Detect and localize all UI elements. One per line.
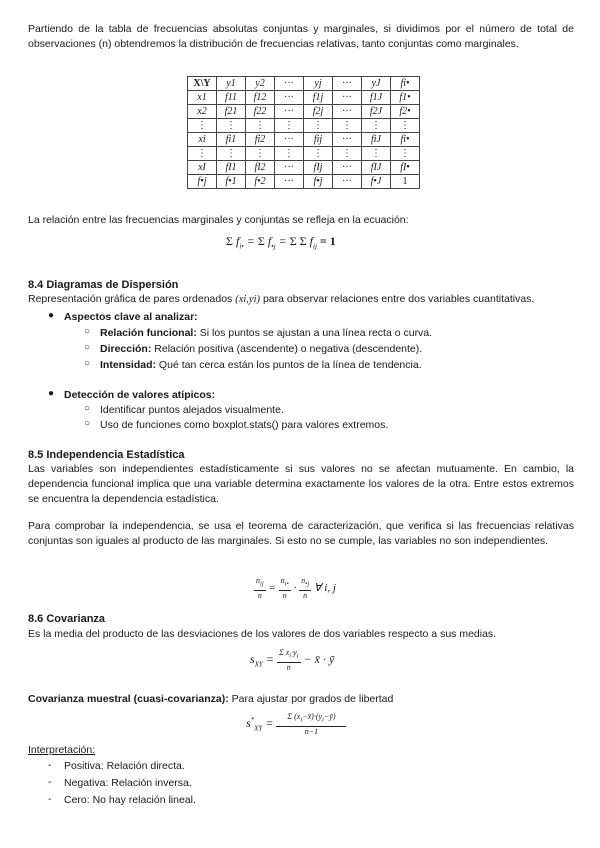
interpretation-item: Cero: No hay relación lineal. xyxy=(64,794,196,806)
dash-bullet-icon: - xyxy=(48,759,52,771)
table-cell: ··· xyxy=(275,91,304,105)
table-row xyxy=(188,91,420,105)
table-cell: yJ xyxy=(362,77,391,91)
table-row xyxy=(188,175,420,189)
table-cell: fI1 xyxy=(217,161,246,175)
table-cell: f•J xyxy=(362,175,391,189)
table-cell: ··· xyxy=(333,91,362,105)
table-cell: ⋮ xyxy=(304,119,333,133)
table-cell: ··· xyxy=(275,133,304,147)
table-cell: ··· xyxy=(333,161,362,175)
table-row xyxy=(188,161,420,175)
section-8-4-desc: Representación gráfica de pares ordenados (xi,yi) para observar relaciones entre dos variables cuantitativas. xyxy=(28,293,535,305)
table-cell: fI• xyxy=(391,161,420,175)
circle-bullet-icon: ○ xyxy=(84,358,91,369)
table-row xyxy=(188,133,420,147)
table-cell: f•j xyxy=(188,175,217,189)
table-cell: yj xyxy=(304,77,333,91)
table-row xyxy=(188,77,420,91)
circle-bullet-icon: ○ xyxy=(84,342,91,353)
table-cell: fIJ xyxy=(362,161,391,175)
covariance-equation: $s_{XY}$ = $\frac{\Sigma x_i\cdot y_i}{n}$ − x̄ · ȳ xyxy=(250,648,335,672)
frequency-table xyxy=(187,76,420,189)
table-cell: ··· xyxy=(333,77,362,91)
intro-paragraph: Partiendo de la tabla de frecuencias absolutas conjuntas y marginales, si dividimos por el número de total de observaciones (n) obtendremos la distribución de frecuencias relativas, tanto conjuntas como marginales. xyxy=(28,23,574,50)
table-cell: ⋮ xyxy=(362,119,391,133)
table-cell: ⋮ xyxy=(188,147,217,161)
table-cell: ⋮ xyxy=(217,147,246,161)
table-cell: ··· xyxy=(275,77,304,91)
table-cell: x1 xyxy=(188,91,217,105)
interpretation-item: Negativa: Relación inversa. xyxy=(64,777,192,789)
marginal-equation: Σ $f_{i•} = \Sigma$ $f_{•j} = \Sigma$ Σ $f_{ij} = 1$ xyxy=(226,234,336,251)
table-cell: fi• xyxy=(391,77,420,91)
table-cell: X\Y xyxy=(188,77,217,91)
section-8-6-p1: Es la media del producto de las desviaciones de los valores de dos variables respecto a sus medias. xyxy=(28,628,497,640)
table-cell: ··· xyxy=(333,133,362,147)
table-cell: ⋮ xyxy=(188,119,217,133)
table-cell: ⋮ xyxy=(217,119,246,133)
circle-bullet-icon: ○ xyxy=(84,403,91,414)
section-8-5-title: 8.5 Independencia Estadística xyxy=(28,449,185,461)
aspect-item: Intensidad: Qué tan cerca están los puntos de la línea de tendencia. xyxy=(100,359,422,371)
aspect-item: Relación funcional: Si los puntos se ajustan a una línea recta o curva. xyxy=(100,327,433,339)
aspect-item: Dirección: Relación positiva (ascendente) o negativa (descendente). xyxy=(100,343,423,355)
table-row xyxy=(188,147,420,161)
table-cell: fij xyxy=(304,133,333,147)
sample-covariance-line: Covarianza muestral (cuasi-covarianza): Para ajustar por grados de libertad xyxy=(28,693,394,705)
table-cell: f1• xyxy=(391,91,420,105)
outlier-item: Uso de funciones como boxplot.stats() para valores extremos. xyxy=(100,419,389,431)
table-cell: ⋮ xyxy=(275,119,304,133)
table-cell: xI xyxy=(188,161,217,175)
table-cell: f•j xyxy=(304,175,333,189)
table-cell: f12 xyxy=(246,91,275,105)
table-cell: fIj xyxy=(304,161,333,175)
circle-bullet-icon: ○ xyxy=(84,418,91,429)
table-cell: fiJ xyxy=(362,133,391,147)
table-cell: f2• xyxy=(391,105,420,119)
table-cell: 1 xyxy=(391,175,420,189)
section-8-5-p2: Para comprobar la independencia, se usa el teorema de caracterización, que verifica si las frecuencias relativas conjuntas son iguales al producto de las marginales. Si esto no se cumple, las variables no son independientes. xyxy=(28,520,574,547)
table-cell: f1j xyxy=(304,91,333,105)
table-cell: ⋮ xyxy=(391,147,420,161)
sample-covariance-equation: $s^*_{XY}$ = $\frac{\Sigma (x_i-x̄)\cdot(y_i-ȳ)}{n-1}$ xyxy=(246,712,346,737)
table-cell: ⋮ xyxy=(362,147,391,161)
table-cell: f•1 xyxy=(217,175,246,189)
table-cell: f•2 xyxy=(246,175,275,189)
circle-bullet-icon: ○ xyxy=(84,326,91,337)
table-cell: x2 xyxy=(188,105,217,119)
table-cell: ··· xyxy=(275,175,304,189)
section-8-6-title: 8.6 Covarianza xyxy=(28,613,106,625)
table-cell: y1 xyxy=(217,77,246,91)
relation-text: La relación entre las frecuencias marginales y conjuntas se refleja en la ecuación: xyxy=(28,214,409,226)
table-cell: fi2 xyxy=(246,133,275,147)
outlier-item: Identificar puntos alejados visualmente. xyxy=(100,404,284,416)
dash-bullet-icon: - xyxy=(48,793,52,805)
table-row xyxy=(188,105,420,119)
table-cell: ⋮ xyxy=(333,119,362,133)
table-cell: ⋮ xyxy=(246,119,275,133)
table-cell: fI2 xyxy=(246,161,275,175)
table-cell: ··· xyxy=(275,105,304,119)
table-cell: ··· xyxy=(333,105,362,119)
table-cell: y2 xyxy=(246,77,275,91)
section-8-4-title: 8.4 Diagramas de Dispersión xyxy=(28,279,179,291)
table-row xyxy=(188,119,420,133)
table-cell: ⋮ xyxy=(275,147,304,161)
dash-bullet-icon: - xyxy=(48,776,52,788)
aspects-heading: Aspectos clave al analizar: xyxy=(64,311,198,323)
table-cell: f11 xyxy=(217,91,246,105)
table-cell: ⋮ xyxy=(333,147,362,161)
table-cell: ⋮ xyxy=(391,119,420,133)
independence-equation: $\frac{n_{ij}}{n}$ = $\frac{n_{i•}}{n}$ · $\frac{n_{•j}}{n}$ ∀ i, j xyxy=(256,576,336,600)
table-cell: xi xyxy=(188,133,217,147)
table-cell: fi1 xyxy=(217,133,246,147)
table-cell: ··· xyxy=(275,161,304,175)
table-cell: f22 xyxy=(246,105,275,119)
outliers-heading: Detección de valores atípicos: xyxy=(64,389,216,401)
table-cell: f2j xyxy=(304,105,333,119)
table-cell: ··· xyxy=(333,175,362,189)
interpretation-heading: Interpretación: xyxy=(28,744,96,756)
interpretation-item: Positiva: Relación directa. xyxy=(64,760,185,772)
table-cell: ⋮ xyxy=(304,147,333,161)
table-cell: f2J xyxy=(362,105,391,119)
table-cell: f1J xyxy=(362,91,391,105)
table-cell: f21 xyxy=(217,105,246,119)
section-8-5-p1: Las variables son independientes estadísticamente si sus valores no se afectan mutuamente. En cambio, la dependencia funcional implica que una variable determina exactamente los valores de la otra. Entre estos extremos se encuentra la dependencia estadística. xyxy=(28,463,574,505)
table-cell: fi• xyxy=(391,133,420,147)
table-cell: ⋮ xyxy=(246,147,275,161)
bullet-icon: ● xyxy=(48,310,55,321)
bullet-icon: ● xyxy=(48,388,55,399)
